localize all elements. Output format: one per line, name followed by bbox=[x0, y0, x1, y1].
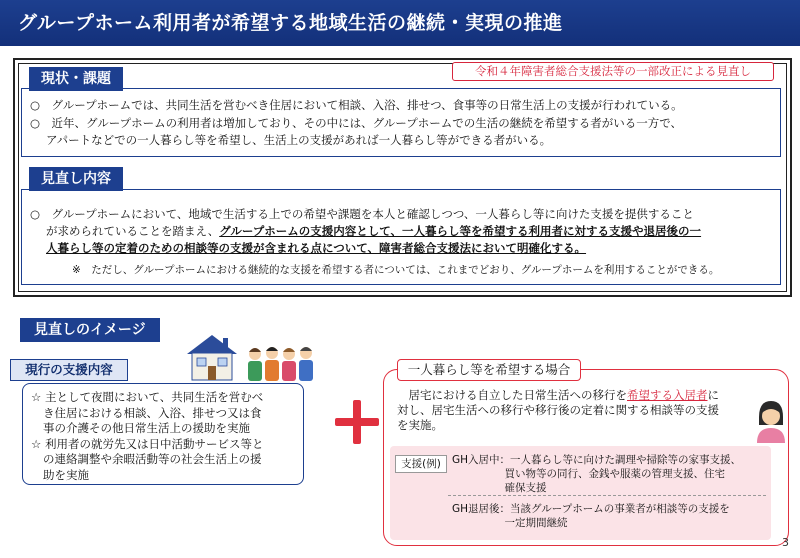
support-example-label: 支援(例) bbox=[395, 455, 447, 473]
alone-case-label: 一人暮らし等を希望する場合 bbox=[397, 359, 581, 381]
plus-icon bbox=[335, 400, 379, 444]
current-support-box bbox=[22, 383, 304, 485]
revision-note: ※ ただし、グループホームにおける継続的な支援を希望する者については、これまでどおり、グループホームを利用することができる。 bbox=[72, 264, 720, 276]
alone-text-line1-highlight: 希望する入居者 bbox=[627, 388, 708, 402]
alone-text-line2: 対し、居宅生活への移行や移行後の定着に関する相談等の支援 bbox=[397, 403, 719, 417]
page-number: 3 bbox=[782, 536, 789, 549]
current-item-2-line2: の連絡調整や余暇活動等の社会生活上の援 bbox=[43, 452, 262, 466]
revision-label: 見直し内容 bbox=[29, 167, 123, 191]
revision-line-1: ○ グループホームにおいて、地域で生活する上での希望や課題を本人と確認しつつ、一人暮らし等に向けた支援を提供すること bbox=[30, 207, 694, 221]
revision-note-badge: 令和４年障害者総合支援法等の一部改正による見直し bbox=[452, 62, 774, 81]
current-support-label: 現行の支援内容 bbox=[10, 359, 128, 381]
person-icon bbox=[751, 397, 791, 443]
alone-text-line1-pre: 居宅における自立した日常生活への移行を bbox=[397, 388, 627, 402]
alone-text-line1-post: に bbox=[707, 388, 719, 402]
gh-after-line2: 一定期間継続 bbox=[452, 517, 568, 529]
current-item-2-line1: ☆ 利用者の就労先又は日中活動サービス等と bbox=[31, 436, 264, 451]
status-bullet-2-line2: アパートなどでの一人暮らし等を希望し、生活上の支援があれば一人暮らし等ができる者がいる。 bbox=[46, 133, 552, 147]
current-item-1-line3: 事の介護その他日常生活上の援助を実施 bbox=[43, 421, 250, 435]
revision-line-2-bold: グループホームの支援内容として、一人暮らし等を希望する利用者に対する支援や退居後の一 bbox=[219, 224, 702, 238]
title-bar bbox=[0, 0, 800, 46]
alone-case-text bbox=[397, 388, 763, 433]
alone-text-line3: を実施。 bbox=[397, 418, 443, 432]
revision-line-2 bbox=[46, 223, 701, 240]
gh-during-line1: GH入居中：一人暮らし等に向けた調理や掃除等の家事支援、 bbox=[452, 454, 742, 466]
house-icon bbox=[183, 332, 241, 382]
residents-illustration-icon bbox=[245, 340, 315, 382]
revision-line-2-plain: が求められていることを踏まえ、 bbox=[46, 224, 220, 238]
alone-text-line1 bbox=[397, 388, 763, 403]
status-bullet-1: ○ グループホームでは、共同生活を営むべき住居において相談、入浴、排せつ、食事等の日常生活上の支援が行われている。 bbox=[30, 98, 683, 112]
gh-during-line2: 買い物等の同行、金銭や服薬の管理支援、住宅 bbox=[452, 468, 725, 480]
status-label: 現状・課題 bbox=[29, 67, 123, 91]
revision-line-3: 人暮らし等の定着のための相談等の支援が含まれる点について、障害者総合支援法において明確化する。 bbox=[46, 241, 587, 255]
page-title: グループホーム利用者が希望する地域生活の継続・実現の推進 bbox=[18, 12, 563, 34]
current-item-1-line2: き住居における相談、入浴、排せつ又は食 bbox=[43, 405, 262, 420]
image-section-label: 見直しのイメージ bbox=[20, 318, 160, 342]
current-item-2-line3: 助を実施 bbox=[43, 467, 89, 482]
current-item-1-line1: ☆ 主として夜間において、共同生活を営むべ bbox=[31, 390, 264, 404]
gh-after-line1: GH退居後：当該グループホームの事業者が相談等の支援を bbox=[452, 503, 730, 515]
gh-separator bbox=[448, 495, 766, 496]
gh-during-line3: 確保支援 bbox=[452, 482, 547, 494]
status-bullet-2-line1: ○ 近年、グループホームの利用者は増加しており、その中には、グループホームでの生活の継続を希望する者がいる一方で、 bbox=[30, 116, 682, 130]
